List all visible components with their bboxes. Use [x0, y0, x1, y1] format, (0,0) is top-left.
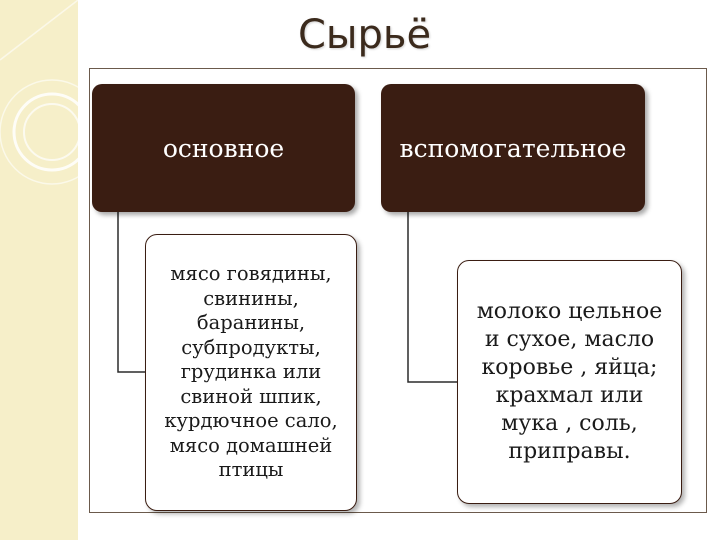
main-heading-text: основное — [162, 133, 285, 163]
auxiliary-heading-text: вспомогательное — [399, 133, 627, 163]
auxiliary-details-text: молоко цельное и сухое, масло коровье , яйца; крахмал или мука , соль, приправы. — [476, 299, 663, 464]
connector-auxiliary — [408, 212, 458, 382]
slide-title: Сырьё — [298, 12, 432, 58]
connector-main — [118, 212, 146, 372]
auxiliary-raw-material-heading — [381, 84, 645, 212]
main-details-text: мясо говядины, свинины, баранины, субпродукты, грудинка или свиной шпик, курдючное сало, мясо домашней птицы — [164, 262, 338, 482]
main-raw-material-details — [145, 234, 357, 511]
auxiliary-raw-material-details — [457, 260, 682, 504]
main-raw-material-heading — [92, 84, 355, 212]
